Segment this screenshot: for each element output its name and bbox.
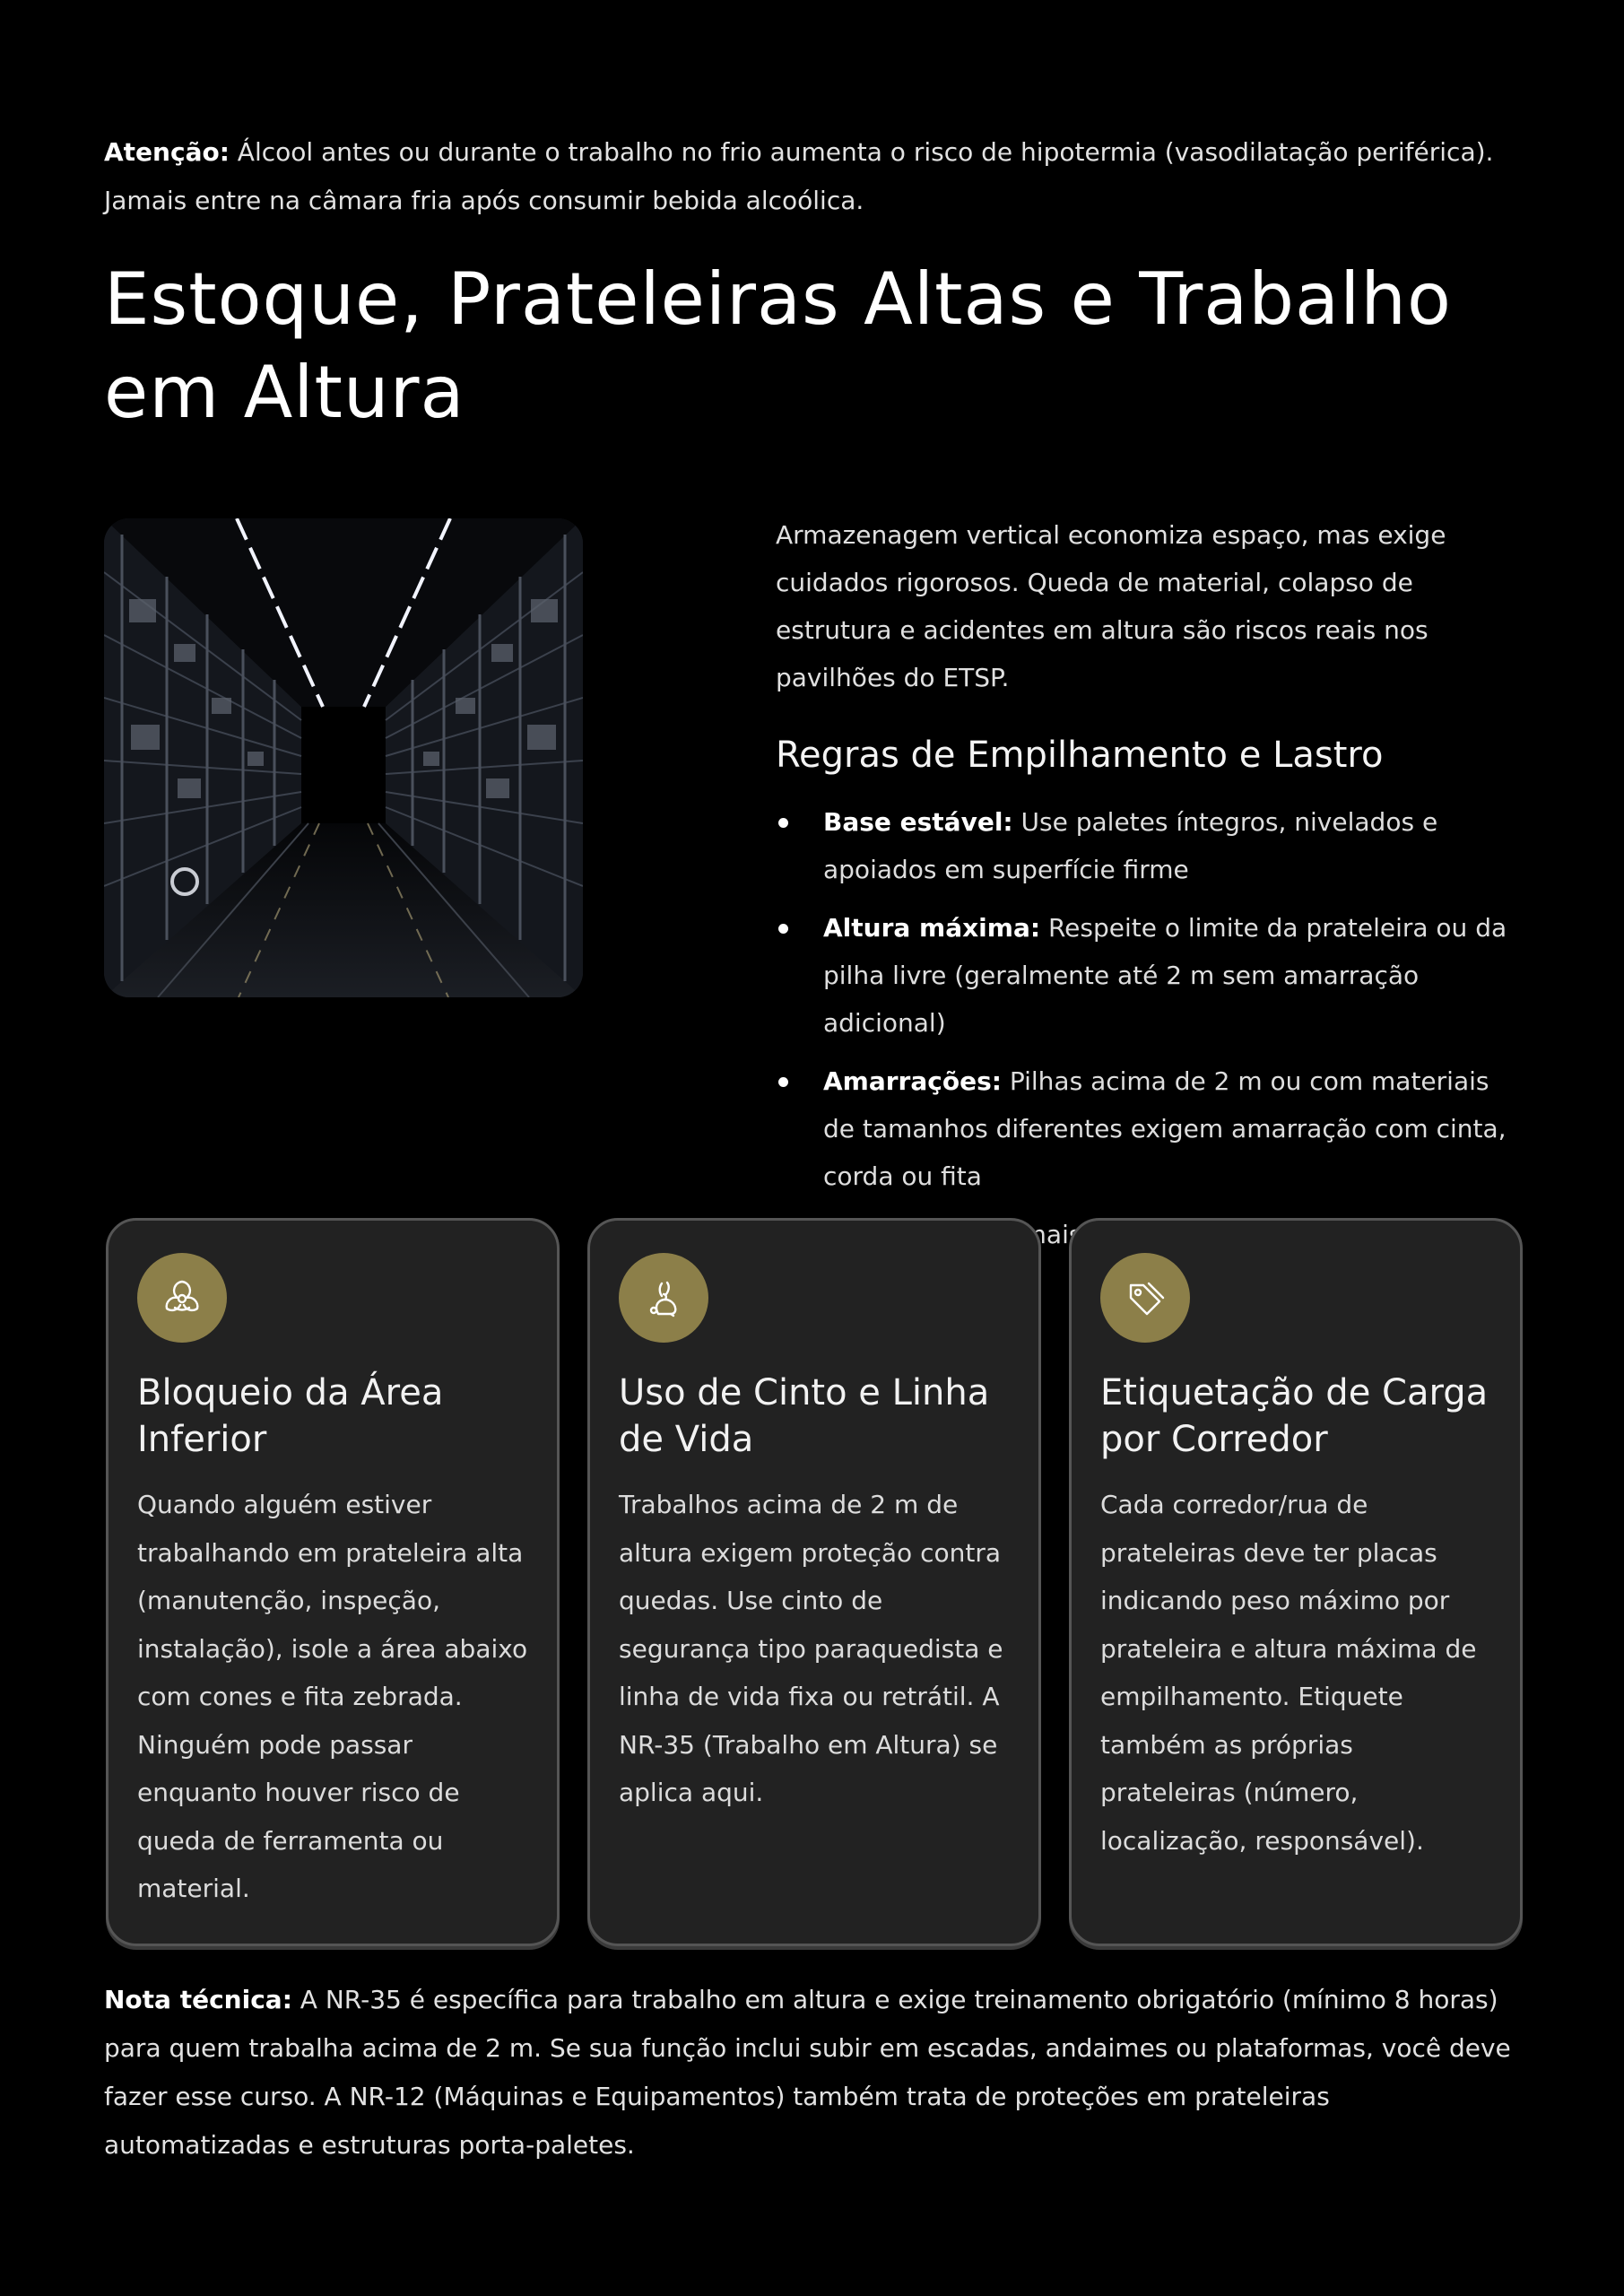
list-item [776, 904, 1524, 1047]
intro-paragraph: Armazenagem vertical economiza espaço, mas exige cuidados rigorosos. Queda de material, colapso de estrutura e acidentes em altura são riscos reais nos pavilhões do ETSP. [776, 520, 1446, 692]
card-text: Quando alguém estiver trabalhando em prateleira alta (manutenção, inspeção, instalação), isole a área abaixo com cones e fita zebrada. Ninguém pode passar enquanto houver risco de queda de ferramenta ou material. [137, 1490, 528, 1903]
rule-text: Use paletes íntegros, nivelados e apoiados em superfície firme [823, 807, 1438, 884]
technical-note-label: Nota técnica: [104, 1985, 292, 2014]
technical-note [104, 1976, 1521, 2170]
card-area-block [106, 1218, 560, 1946]
cards-row [104, 1218, 1521, 1946]
card-labeling [1069, 1218, 1523, 1946]
rule-label: Base estável: [823, 807, 1013, 837]
card-title: Uso de Cinto e Linha de Vida [619, 1372, 990, 1460]
warehouse-aisle-image [104, 518, 583, 997]
card-harness [587, 1218, 1041, 1946]
card-title: Bloqueio da Área Inferior [137, 1372, 444, 1460]
rule-label: Amarrações: [823, 1066, 1002, 1096]
rules-heading: Regras de Empilhamento e Lastro [776, 735, 1384, 776]
rule-text: mais [1021, 1220, 1082, 1249]
card-title: Etiquetação de Carga por Corredor [1100, 1372, 1489, 1460]
rule-text: Pilhas acima de 2 m ou com materiais de tamanhos diferentes exigem amarração com cinta, corda ou fita [823, 1066, 1507, 1191]
rule-label: Altura máxima: [823, 913, 1041, 943]
rule-text: Respeite o limite da prateleira ou da pilha livre (geralmente até 2 m sem amarração adicional) [823, 913, 1507, 1038]
attention-text: Álcool antes ou durante o trabalho no frio aumenta o risco de hipotermia (vasodilatação periférica). Jamais entre na câmara fria após consumir bebida alcoólica. [104, 137, 1494, 215]
right-column [776, 511, 1524, 1317]
technical-note-text: A NR-35 é específica para trabalho em altura e exige treinamento obrigatório (mínimo 8 horas) para quem trabalha acima de 2 m. Se sua função inclui subir em escadas, andaimes ou plataformas, você deve fazer esse curso. A NR-12 (Máquinas e Equipamentos) também trata de proteções em prateleiras automatizadas e estruturas porta-paletes. [104, 1985, 1511, 2160]
biohazard-icon [137, 1253, 227, 1343]
page-title: Estoque, Prateleiras Altas e Trabalho em Altura [104, 257, 1452, 434]
attention-note [104, 128, 1521, 225]
list-item [776, 798, 1524, 893]
card-text: Trabalhos acima de 2 m de altura exigem proteção contra quedas. Use cinto de segurança tipo paraquedista e linha de vida fixa ou retrátil. A NR-35 (Trabalho em Altura) se aplica aqui. [619, 1490, 1003, 1807]
rabbit-icon [619, 1253, 708, 1343]
card-text: Cada corredor/rua de prateleiras deve ter placas indicando peso máximo por prateleira e altura máxima de empilhamento. Etiquete também as próprias prateleiras (número, localização, responsável). [1100, 1490, 1477, 1856]
tag-icon [1100, 1253, 1190, 1343]
list-item [776, 1057, 1524, 1200]
attention-label: Atenção: [104, 137, 230, 167]
